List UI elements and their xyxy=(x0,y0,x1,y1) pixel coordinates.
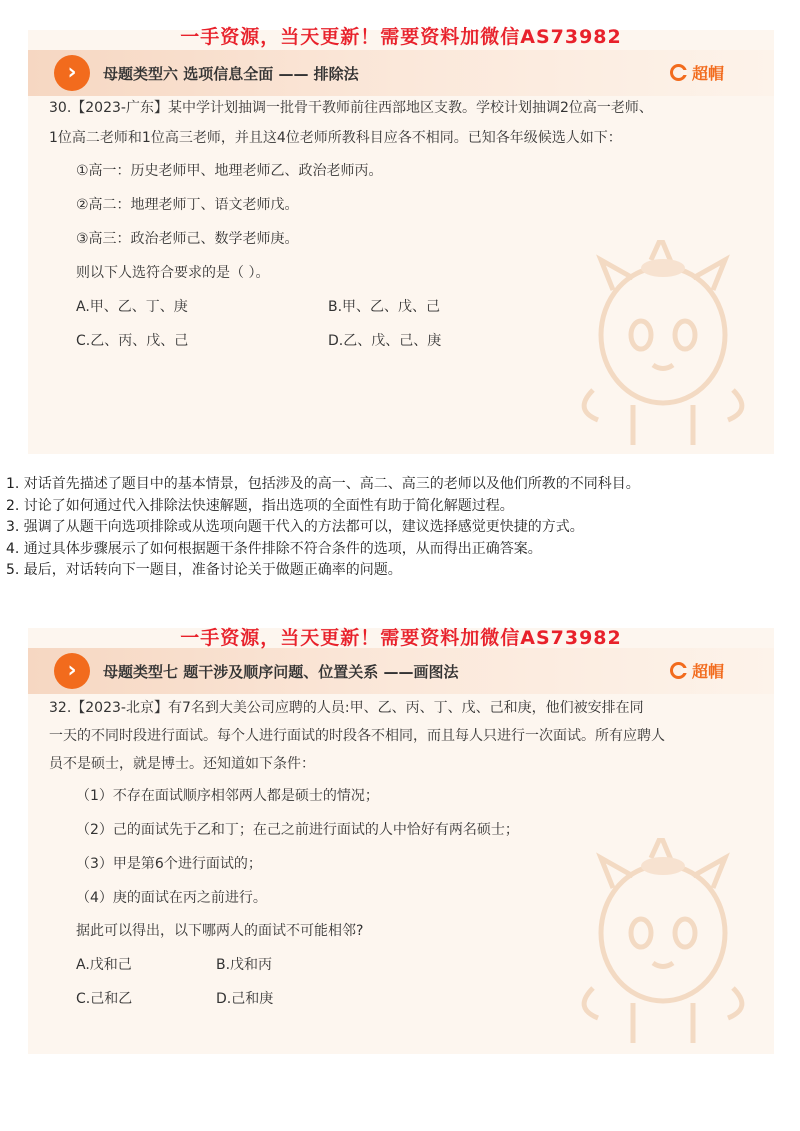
question-prompt: 则以下人选符合要求的是（ ）。 xyxy=(76,265,270,281)
candidate-item: ②高二：地理老师丁、语文老师戊。 xyxy=(76,197,299,213)
option-b: B.甲、乙、戊、己 xyxy=(328,299,441,315)
section-title: 母题类型七 题干涉及顺序问题、位置关系 ——画图法 xyxy=(103,663,459,681)
chevron-right-icon: › xyxy=(54,55,90,91)
summary-item: 4. 通过具体步骤展示了如何根据题干条件排除不符合条件的选项，从而得出正确答案。 xyxy=(6,540,542,557)
question-stem-line: 员不是硕士，就是博士。还知道如下条件： xyxy=(49,756,315,772)
condition-item: （1）不存在面试顺序相邻两人都是硕士的情况； xyxy=(76,788,379,804)
question-stem-line: 30.【2023-广东】某中学计划抽调一批骨干教师前往西部地区支教。学校计划抽调2位高一老师、 xyxy=(49,100,653,116)
unicorn-mascot-icon xyxy=(573,240,753,450)
question-stem-line: 一天的不同时段进行面试。每个人进行面试的时段各不相同，而且每人只进行一次面试。所有应聘人 xyxy=(49,728,665,744)
watermark-text: 一手资源，当天更新！需要资料加微信AS73982 xyxy=(180,627,622,649)
brand-logo: 超帽 xyxy=(670,61,724,84)
brand-c-icon xyxy=(670,64,687,81)
option-a: A.甲、乙、丁、庚 xyxy=(76,299,188,315)
condition-item: （3）甲是第6个进行面试的； xyxy=(76,856,262,872)
option-b: B.戊和丙 xyxy=(216,957,273,973)
summary-item: 1. 对话首先描述了题目中的基本情景，包括涉及的高一、高二、高三的老师以及他们所教的不同科目。 xyxy=(6,476,640,492)
option-d: D.乙、戊、己、庚 xyxy=(328,333,442,349)
summary-item: 3. 强调了从题干向选项排除或从选项向题干代入的方法都可以，建议选择感觉更快捷的方式。 xyxy=(6,519,584,535)
candidate-item: ③高三：政治老师己、数学老师庚。 xyxy=(76,231,299,247)
section-header-bar xyxy=(28,648,774,694)
summary-item: 2. 讨论了如何通过代入排除法快速解题，指出选项的全面性有助于简化解题过程。 xyxy=(6,497,514,514)
option-a: A.戊和己 xyxy=(76,957,132,973)
watermark-text: 一手资源，当天更新！需要资料加微信AS73982 xyxy=(180,26,622,48)
section-title: 母题类型六 选项信息全面 —— 排除法 xyxy=(103,65,359,83)
chevron-right-icon: › xyxy=(54,653,90,689)
question-stem-line: 1位高二老师和1位高三老师，并且这4位老师所教科目应各不相同。已知各年级候选人如下： xyxy=(49,130,622,146)
brand-c-icon xyxy=(670,662,687,679)
option-c: C.己和乙 xyxy=(76,991,133,1007)
summary-item: 5. 最后，对话转向下一题目，准备讨论关于做题正确率的问题。 xyxy=(6,562,402,578)
section-header-bar xyxy=(28,50,774,96)
condition-item: （4）庚的面试在丙之前进行。 xyxy=(76,890,267,906)
question-card-30 xyxy=(28,30,774,454)
condition-item: （2）己的面试先于乙和丁；在己之前进行面试的人中恰好有两名硕士； xyxy=(76,822,519,838)
question-stem-line: 32.【2023-北京】有7名到大美公司应聘的人员:甲、乙、丙、丁、戊、己和庚，他们被安排在同 xyxy=(49,700,644,716)
question-prompt: 据此可以得出，以下哪两人的面试不可能相邻? xyxy=(76,923,364,939)
candidate-item: ①高一：历史老师甲、地理老师乙、政治老师丙。 xyxy=(76,163,383,179)
brand-logo: 超帽 xyxy=(670,659,724,682)
question-card-32 xyxy=(28,628,774,1054)
option-d: D.己和庚 xyxy=(216,991,274,1007)
option-c: C.乙、丙、戊、己 xyxy=(76,333,189,349)
summary-list xyxy=(6,474,796,582)
unicorn-mascot-icon xyxy=(573,838,753,1048)
